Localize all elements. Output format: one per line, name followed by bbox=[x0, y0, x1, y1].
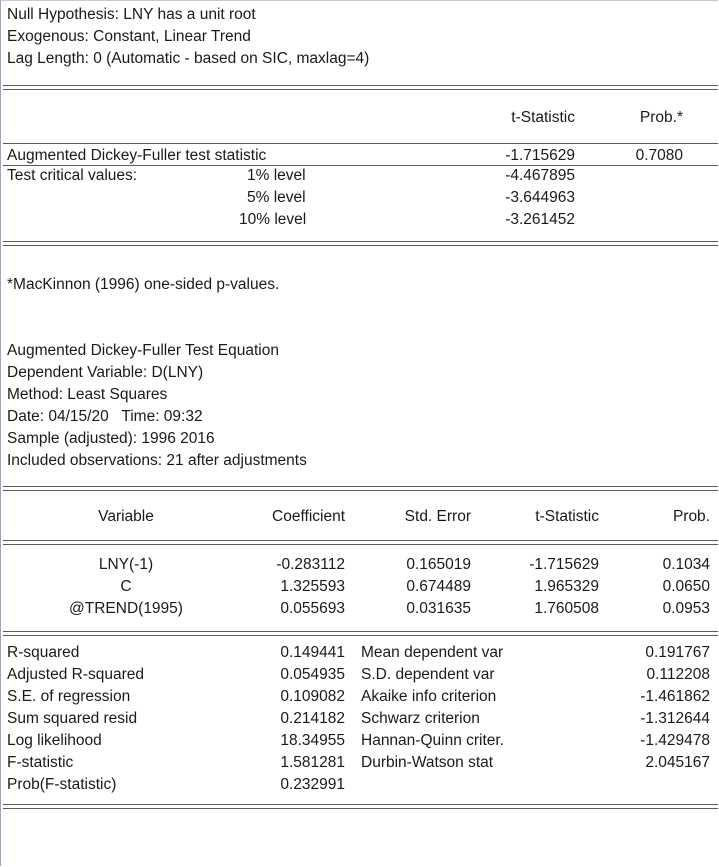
coef-prob: 0.1034 bbox=[662, 556, 710, 573]
coef-std-error: 0.031635 bbox=[406, 600, 471, 617]
coef-header-variable: Variable bbox=[98, 508, 154, 525]
dependent-variable: Dependent Variable: D(LNY) bbox=[7, 364, 204, 381]
coef-header-t-stat: t-Statistic bbox=[535, 508, 599, 525]
stat-value: 0.112208 bbox=[646, 666, 710, 683]
adf-stat-label: Augmented Dickey-Fuller test statistic bbox=[7, 147, 267, 164]
observations-text: Included observations: 21 after adjustments bbox=[7, 452, 307, 469]
null-hypothesis-text: Null Hypothesis: LNY has a unit root bbox=[7, 6, 256, 23]
exogenous-text: Exogenous: Constant, Linear Trend bbox=[7, 28, 251, 45]
coef-std-error: 0.674489 bbox=[406, 578, 471, 595]
coef-header-coefficient: Coefficient bbox=[272, 508, 345, 525]
adf-col-tstat: t-Statistic bbox=[511, 109, 575, 126]
coef-t-stat: 1.760508 bbox=[534, 600, 599, 617]
crit-level-label: 5% level bbox=[247, 189, 306, 206]
rule bbox=[3, 165, 718, 166]
crit-level-value: -3.644963 bbox=[505, 189, 575, 206]
stat-label: Adjusted R-squared bbox=[7, 666, 144, 683]
coef-coefficient: 0.055693 bbox=[280, 600, 345, 617]
coef-variable: C bbox=[120, 578, 132, 595]
coef-header-prob: Prob. bbox=[672, 508, 710, 525]
stat-value: 0.191767 bbox=[645, 644, 710, 661]
double-rule bbox=[3, 85, 718, 90]
coef-t-stat: -1.715629 bbox=[529, 556, 599, 573]
date-time-text: Date: 04/15/20 Time: 09:32 bbox=[7, 408, 203, 425]
sample-text: Sample (adjusted): 1996 2016 bbox=[7, 430, 215, 447]
coef-prob: 0.0953 bbox=[662, 600, 710, 617]
double-rule bbox=[3, 241, 718, 246]
adf-stat-value: -1.715629 bbox=[505, 147, 575, 164]
stat-value: 0.214182 bbox=[280, 710, 345, 727]
stat-value: 0.054935 bbox=[280, 666, 345, 683]
stat-value: -1.429478 bbox=[640, 732, 710, 749]
adf-stat-prob: 0.7080 bbox=[635, 147, 683, 164]
coef-coefficient: -0.283112 bbox=[276, 556, 345, 573]
stat-value: 0.109082 bbox=[280, 688, 345, 705]
stat-label: F-statistic bbox=[7, 754, 74, 771]
stat-label: Durbin-Watson stat bbox=[361, 754, 494, 771]
method-text: Method: Least Squares bbox=[7, 386, 168, 403]
crit-level-label: 1% level bbox=[247, 167, 306, 184]
stat-label: Mean dependent var bbox=[361, 644, 504, 661]
crit-level-value: -3.261452 bbox=[505, 211, 575, 228]
stat-label: S.D. dependent var bbox=[361, 666, 495, 683]
coef-variable: @TREND(1995) bbox=[69, 600, 183, 617]
double-rule bbox=[3, 631, 718, 636]
adf-col-prob: Prob.* bbox=[639, 109, 683, 126]
lag-length-text: Lag Length: 0 (Automatic - based on SIC, maxlag=4) bbox=[7, 50, 370, 67]
stat-label: Akaike info criterion bbox=[361, 688, 497, 705]
stat-value: 1.581281 bbox=[280, 754, 345, 771]
double-rule bbox=[3, 540, 718, 545]
stat-value: 0.149441 bbox=[280, 644, 345, 661]
stat-value: 0.232991 bbox=[280, 776, 345, 793]
stat-value: 2.045167 bbox=[645, 754, 710, 771]
stat-label: R-squared bbox=[7, 644, 80, 661]
double-rule bbox=[3, 804, 718, 809]
coef-prob: 0.0650 bbox=[662, 578, 710, 595]
coef-variable: LNY(-1) bbox=[98, 556, 154, 573]
stat-label: Sum squared resid bbox=[7, 710, 138, 727]
crit-label: Test critical values: bbox=[7, 167, 138, 184]
stat-value: 18.34955 bbox=[280, 732, 345, 749]
stat-label: Prob(F-statistic) bbox=[7, 776, 117, 793]
coef-t-stat: 1.965329 bbox=[534, 578, 599, 595]
double-rule bbox=[3, 486, 718, 491]
mackinnon-footnote: *MacKinnon (1996) one-sided p-values. bbox=[7, 276, 280, 293]
stat-label: S.E. of regression bbox=[7, 688, 131, 705]
crit-level-label: 10% level bbox=[239, 211, 307, 228]
crit-level-value: -4.467895 bbox=[505, 167, 575, 184]
stat-label: Log likelihood bbox=[7, 732, 102, 749]
rule bbox=[3, 143, 718, 144]
coef-header-std-error: Std. Error bbox=[404, 508, 471, 525]
equation-title: Augmented Dickey-Fuller Test Equation bbox=[7, 342, 279, 359]
coef-std-error: 0.165019 bbox=[406, 556, 471, 573]
coef-coefficient: 1.325593 bbox=[280, 578, 345, 595]
stat-label: Hannan-Quinn criter. bbox=[361, 732, 505, 749]
stat-value: -1.461862 bbox=[640, 688, 710, 705]
stat-label: Schwarz criterion bbox=[361, 710, 480, 727]
stat-value: -1.312644 bbox=[640, 710, 710, 727]
